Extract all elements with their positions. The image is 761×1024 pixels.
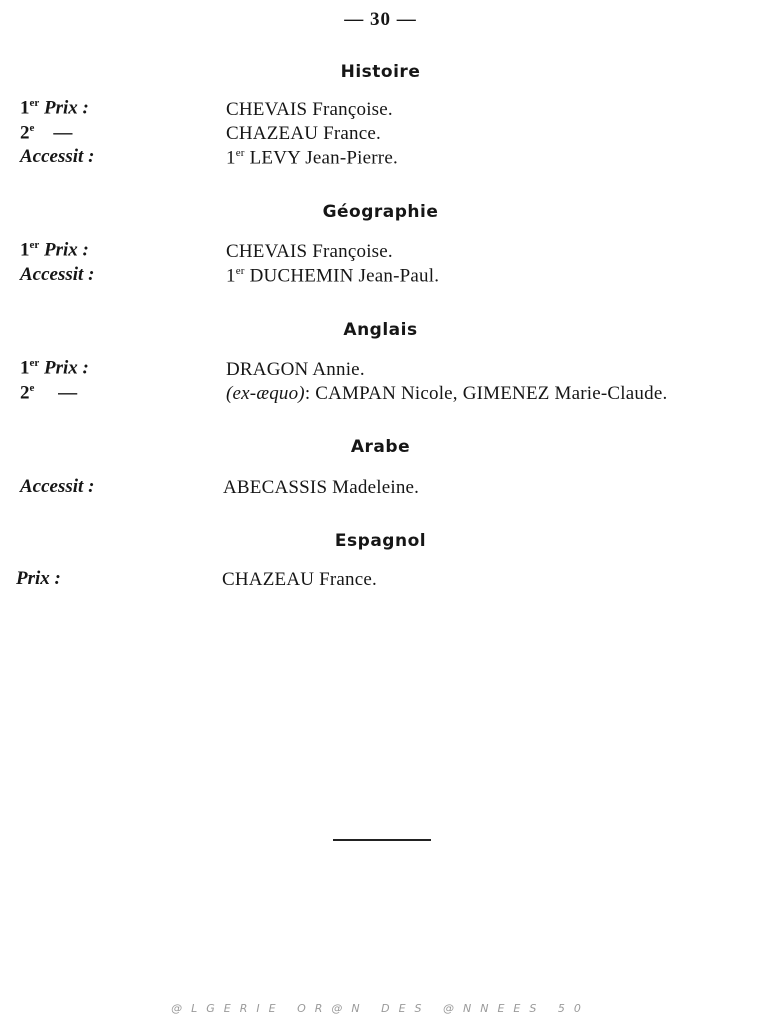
award-recipient: (ex-æquo): CAMPAN Nicole, GIMENEZ Marie-Claude. (226, 383, 668, 404)
award-recipient: CHEVAIS Françoise. (226, 241, 393, 262)
footer-watermark: @LGERIE OR@N DES @NNEES 50 (171, 1002, 590, 1015)
award-label: Accessit : (20, 264, 95, 285)
award-label: Accessit : (20, 146, 95, 167)
award-recipient: CHEVAIS Françoise. (226, 99, 393, 120)
award-label: 1er Prix : (20, 357, 89, 379)
end-divider (333, 839, 431, 841)
award-label: 2e — (20, 122, 73, 144)
award-label: Accessit : (20, 476, 95, 497)
award-recipient: ABECASSIS Madeleine. (223, 477, 420, 498)
award-recipient: 1er DUCHEMIN Jean-Paul. (226, 265, 440, 287)
award-recipient: CHAZEAU France. (226, 123, 381, 144)
award-recipient: DRAGON Annie. (226, 359, 365, 380)
award-label: 1er Prix : (20, 97, 89, 119)
award-label: 2e — (20, 382, 78, 404)
award-label: 1er Prix : (20, 239, 89, 261)
award-recipient: 1er LEVY Jean-Pierre. (226, 147, 398, 169)
section-title-histoire: Histoire (340, 62, 421, 82)
section-title-anglais: Anglais (343, 320, 418, 340)
page-number: — 30 — (344, 9, 417, 30)
section-title-arabe: Arabe (350, 437, 411, 457)
award-label: Prix : (16, 568, 61, 589)
section-title-geographie: Géographie (322, 202, 439, 222)
section-title-espagnol: Espagnol (334, 531, 427, 551)
award-recipient: CHAZEAU France. (222, 569, 377, 590)
